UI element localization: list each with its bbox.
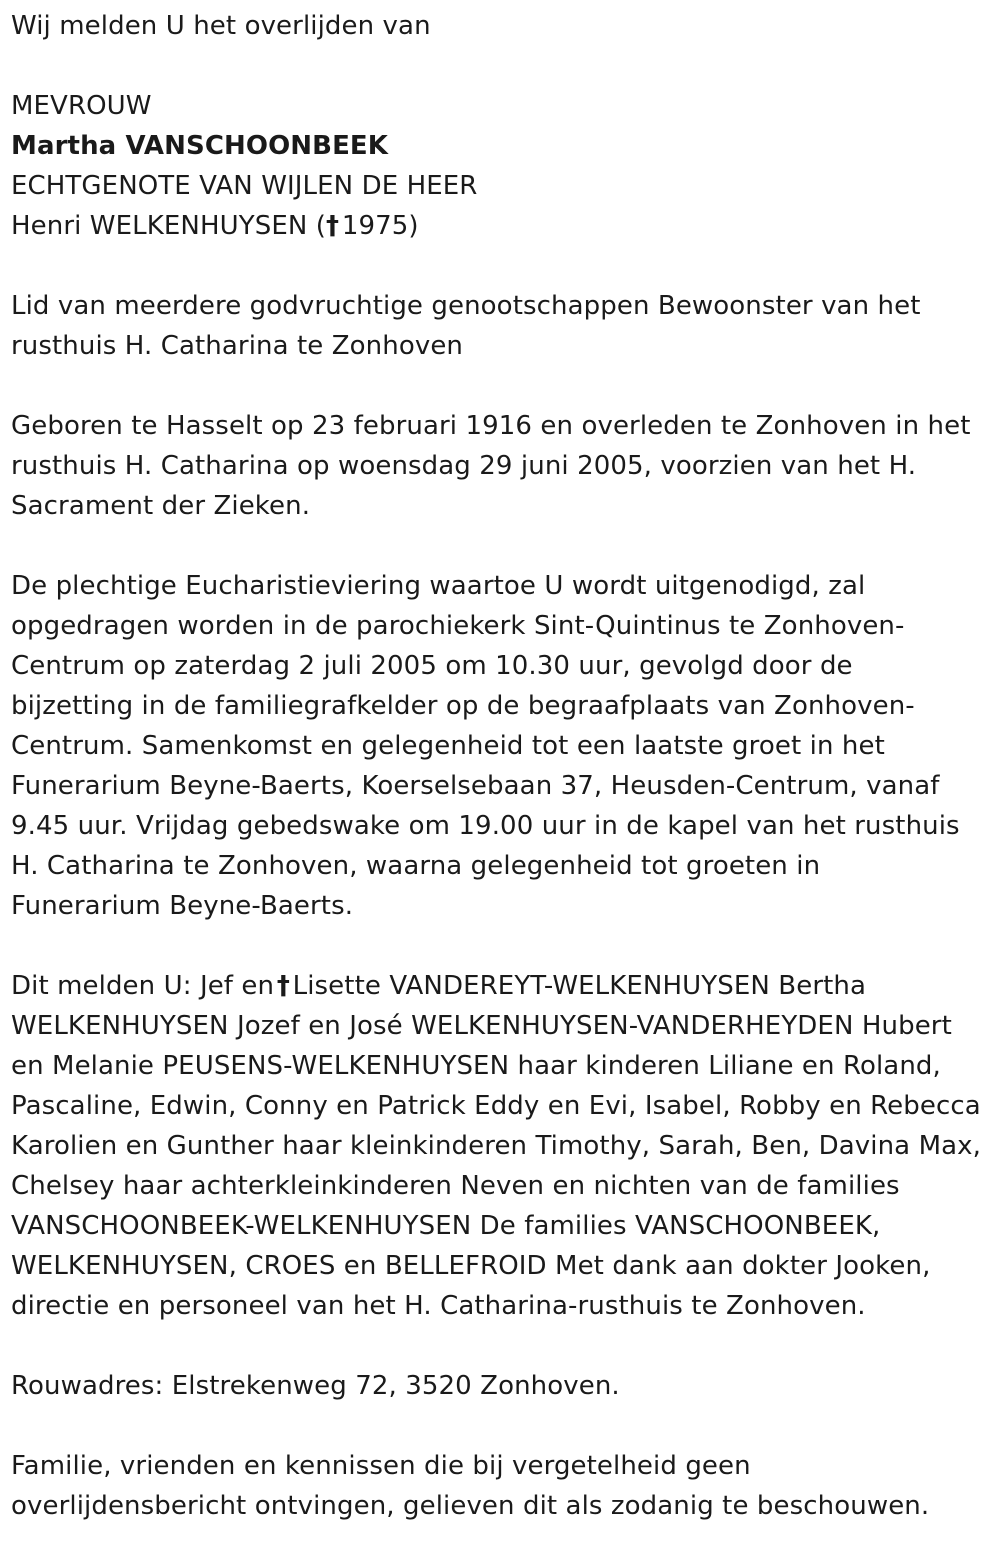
relation-text: ECHTGENOTE VAN WIJLEN DE HEER <box>11 171 478 201</box>
paragraph-line: Karolien en Gunther haar kleinkinderen Timothy, Sarah, Ben, Davina Max, <box>11 1131 981 1161</box>
paragraph-line: en Melanie PEUSENS-WELKENHUYSEN haar kinderen Liliane en Roland, <box>11 1051 941 1081</box>
spacer <box>11 526 986 566</box>
paragraph-line: WELKENHUYSEN Jozef en José WELKENHUYSEN-VANDERHEYDEN Hubert <box>11 1011 952 1041</box>
birth-death-paragraph <box>11 406 986 526</box>
spacer <box>11 46 986 86</box>
paragraph-line: De plechtige Eucharistieviering waartoe U wordt uitgenodigd, zal <box>11 571 866 601</box>
spacer <box>11 1326 986 1366</box>
mourning-address: Rouwadres: Elstrekenweg 72, 3520 Zonhoven. <box>11 1371 620 1401</box>
paragraph-line: Sacrament der Zieken. <box>11 491 311 521</box>
spouse-name: Henri WELKENHUYSEN ( <box>11 211 327 241</box>
deceased-title: MEVROUW <box>11 91 152 121</box>
family-names: Lisette VANDEREYT-WELKENHUYSEN Bertha <box>292 971 867 1001</box>
family-intro: Dit melden U: Jef en <box>11 971 275 1001</box>
address-paragraph <box>11 1366 986 1406</box>
spacer <box>11 246 986 286</box>
paragraph-line: Pascaline, Edwin, Conny en Patrick Eddy en Evi, Isabel, Robby en Rebecca <box>11 1091 981 1121</box>
spouse-line <box>11 206 986 246</box>
paragraph-line: Funerarium Beyne-Baerts, Koerselsebaan 37, Heusden-Centrum, vanaf <box>11 771 940 801</box>
spacer <box>11 366 986 406</box>
paragraph-line: opgedragen worden in de parochiekerk Sint-Quintinus te Zonhoven- <box>11 611 905 641</box>
obituary-notice <box>11 6 986 1526</box>
paragraph-line: rusthuis H. Catharina op woensdag 29 juni 2005, voorzien van het H. <box>11 451 917 481</box>
membership-paragraph <box>11 286 986 366</box>
deceased-name: Martha VANSCHOONBEEK <box>11 131 389 161</box>
paragraph-line: 9.45 uur. Vrijdag gebedswake om 19.00 uur in de kapel van het rusthuis <box>11 811 960 841</box>
cross-icon: † <box>276 971 290 1001</box>
paragraph-line: Centrum. Samenkomst en gelegenheid tot een laatste groet in het <box>11 731 885 761</box>
paragraph-line: H. Catharina te Zonhoven, waarna gelegenheid tot groeten in <box>11 851 821 881</box>
paragraph-line: rusthuis H. Catharina te Zonhoven <box>11 331 464 361</box>
spacer <box>11 926 986 966</box>
ceremony-paragraph <box>11 566 986 926</box>
paragraph-line: overlijdensbericht ontvingen, gelieven dit als zodanig te beschouwen. <box>11 1491 930 1521</box>
paragraph-line: Centrum op zaterdag 2 juli 2005 om 10.30 uur, gevolgd door de <box>11 651 853 681</box>
paragraph-line: WELKENHUYSEN, CROES en BELLEFROID Met dank aan dokter Jooken, <box>11 1251 931 1281</box>
intro-paragraph <box>11 6 986 46</box>
paragraph-line: bijzetting in de familiegrafkelder op de begraafplaats van Zonhoven- <box>11 691 915 721</box>
family-first-line <box>11 966 986 1006</box>
closing-paragraph <box>11 1446 986 1526</box>
family-paragraph <box>11 966 986 1326</box>
deceased-block <box>11 86 986 246</box>
paragraph-line: Lid van meerdere godvruchtige genootschappen Bewoonster van het <box>11 291 921 321</box>
paragraph-line: Geboren te Hasselt op 23 februari 1916 en overleden te Zonhoven in het <box>11 411 971 441</box>
spouse-death-year: 1975) <box>341 211 419 241</box>
paragraph-line: directie en personeel van het H. Catharina-rusthuis te Zonhoven. <box>11 1291 866 1321</box>
paragraph-line: Chelsey haar achterkleinkinderen Neven en nichten van de families <box>11 1171 900 1201</box>
cross-icon: † <box>326 211 340 241</box>
intro-text: Wij melden U het overlijden van <box>11 11 431 41</box>
paragraph-line: VANSCHOONBEEK-WELKENHUYSEN De families VANSCHOONBEEK, <box>11 1211 881 1241</box>
paragraph-line: Funerarium Beyne-Baerts. <box>11 891 354 921</box>
paragraph-line: Familie, vrienden en kennissen die bij vergetelheid geen <box>11 1451 751 1481</box>
spacer <box>11 1406 986 1446</box>
